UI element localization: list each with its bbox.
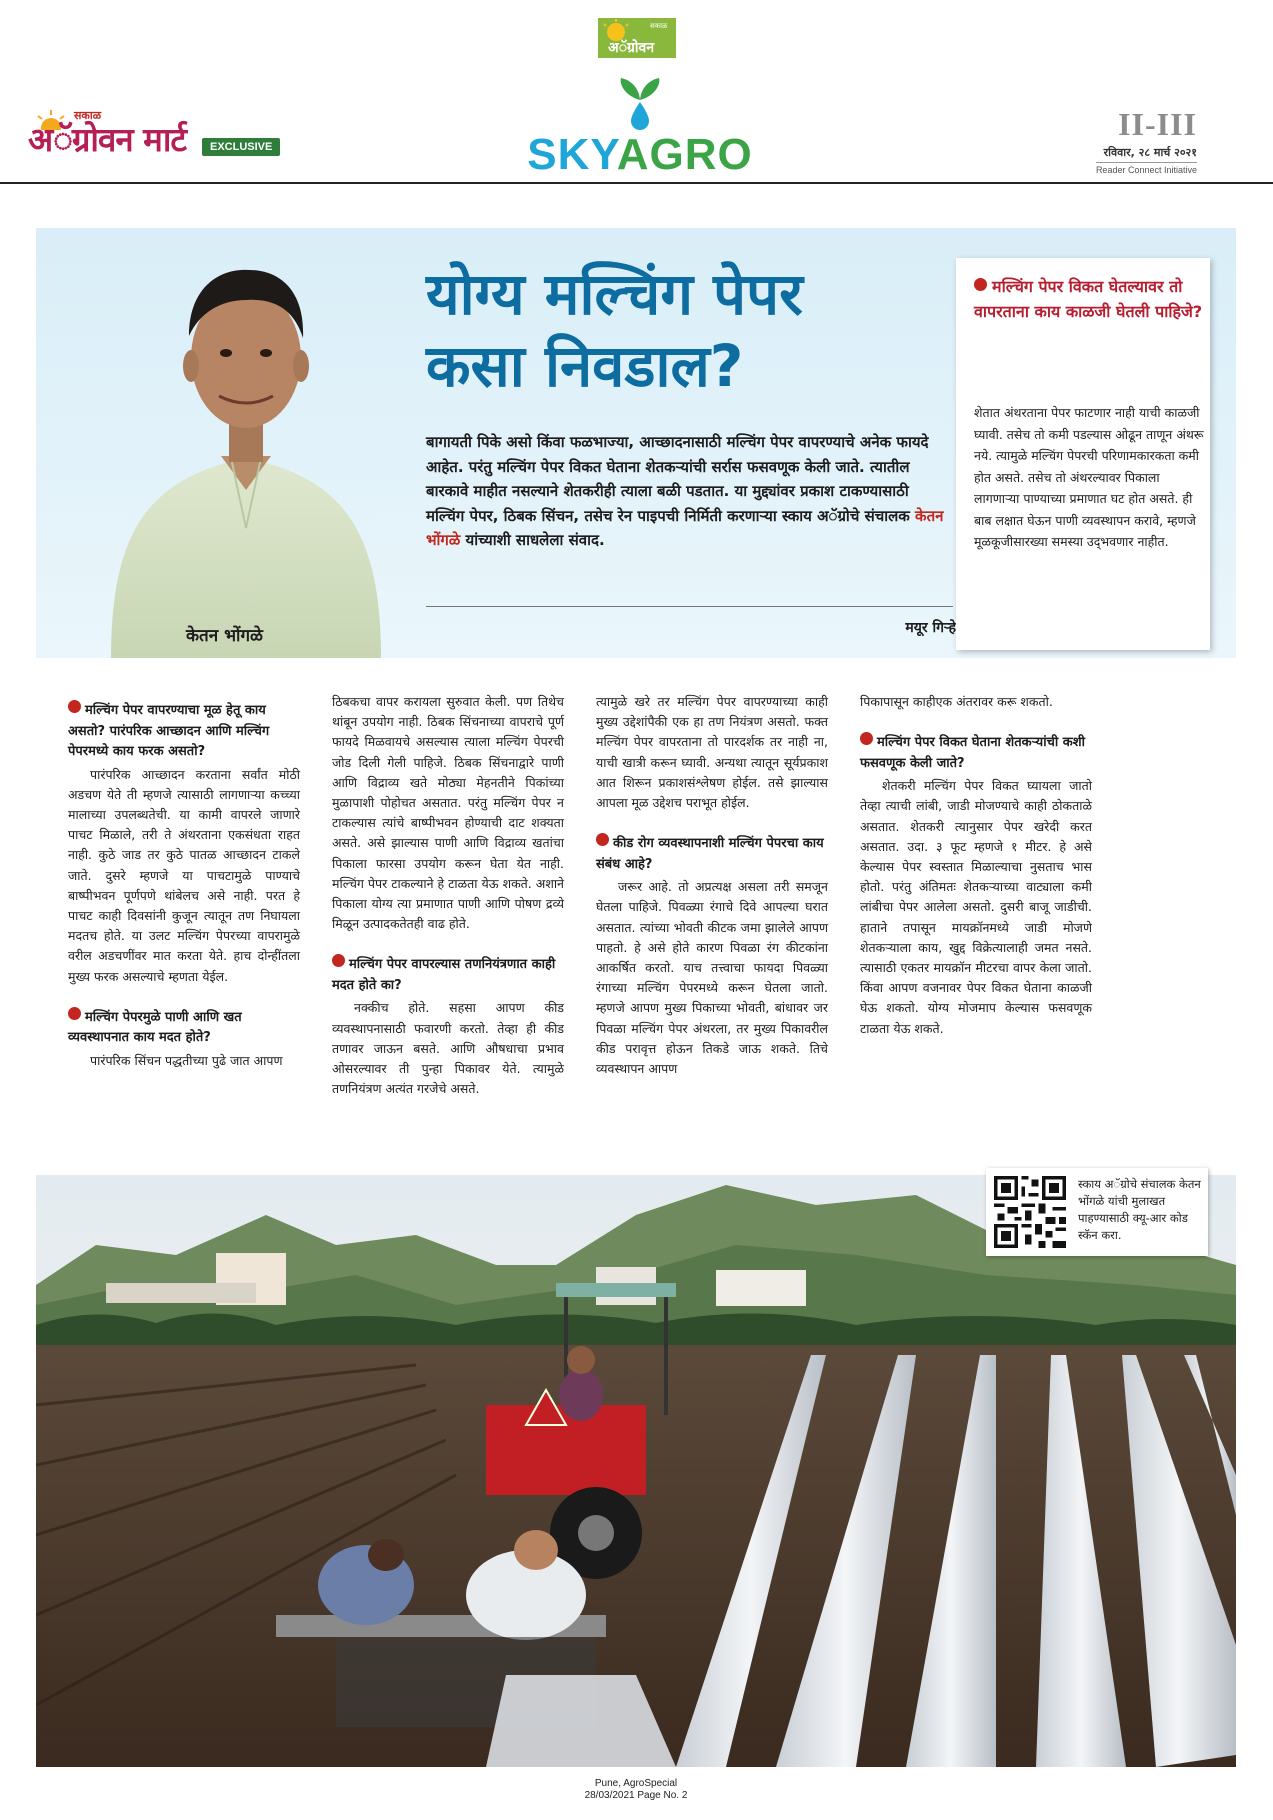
- page-footer: [536, 1778, 736, 1802]
- question-heading: मल्चिंग पेपर वापरल्यास तणनियंत्रणात काही मदत होते का?: [332, 954, 564, 996]
- page-info: [1096, 106, 1197, 175]
- portrait-photo: [81, 228, 411, 658]
- answer-paragraph: जरूर आहे. तो अप्रत्यक्ष असला तरी समजून घेतला पाहिजे. पिवळ्या रंगाचे दिवे आपल्या घरात असतात. त्यांच्या भोवती कीटक जमा झालेले आपण पाहतो. हे असे होते कारण पिवळा रंग कीटकांना आकर्षित करतो. याच तत्त्वाचा फायदा पिवळ्या रंगाच्या मल्चिंग पेपरमध्ये करून घेतला जातो. म्हणजे आपण मुख्य पिकाच्या भोवती, बांधावर जर पिवळा मल्चिंग पेपर अंथरला, तर मुख्य पिकावरील कीड परावृत्त होऊन तिकडे जाऊ शकते. तिचे व्यवस्थापन आपण: [596, 879, 828, 1077]
- page-number: II-III: [1118, 106, 1197, 142]
- footer-date-page: 28/03/2021 Page No. 2: [584, 1790, 688, 1801]
- qr-instruction-text: स्काय अॅग्रोचे संचालक केतन भोंगळे यांची मुलाखत पाहण्यासाठी क्यू-आर कोड स्कॅन करा.: [1078, 1177, 1201, 1242]
- question-bullet-icon: [332, 954, 345, 967]
- question-bullet-icon: [68, 700, 81, 713]
- qr-code-box[interactable]: [986, 1168, 1208, 1256]
- question-bullet-icon: [974, 278, 987, 291]
- intro-paragraph: [426, 430, 946, 553]
- field-photo: [36, 1175, 1236, 1767]
- intro-divider: [426, 606, 953, 607]
- headline: [426, 258, 866, 402]
- issue-date: रविवार, २८ मार्च २०२१: [1103, 146, 1197, 159]
- top-brand-small: सकाळ: [650, 22, 668, 30]
- intro-highlight-name: केतन भोंगळे: [426, 506, 944, 549]
- top-brand-text: अॅग्रोवन: [608, 40, 655, 56]
- article-column-2: [332, 692, 564, 1099]
- intro-text-end: यांच्याशी साधलेला संवाद.: [465, 531, 605, 549]
- leaf-drop-icon: [615, 78, 665, 130]
- byline: मयूर गिऱ्हे: [905, 620, 956, 636]
- question-bullet-icon: [596, 833, 609, 846]
- masthead-divider: [0, 182, 1273, 184]
- answer-paragraph: त्यामुळे खरे तर मल्चिंग पेपर वापरण्याच्या काही मुख्य उद्देशांपैकी एक हा तण नियंत्रण असतो. फक्त मल्चिंग पेपर वापरताना तो पारदर्शक तर नाही ना, याची खात्री करून घ्यावी. अन्यथा त्यातून सूर्यप्रकाश आत शिरून प्रकाशसंश्लेषण होईल. तसे झाल्यास आपला मूळ उद्देशच पराभूत होईल.: [596, 694, 828, 811]
- footer-edition: Pune, AgroSpecial: [594, 1778, 678, 1789]
- answer-paragraph: ठिबकचा वापर करायला सुरुवात केली. पण तिथेच थांबून उपयोग नाही. ठिबक सिंचनाच्या वापराचे पूर्ण फायदे मिळवायचे असल्यास त्याला मल्चिंग पेपरची जोड दिली गेली पाहिजे. ठिबक सिंचनाद्वारे पाणी आणि विद्राव्य खते मोठ्या मेहनतीने पिकांच्या मुळापाशी पोहोचत असतात. परंतु मल्चिंग पेपर न टाकल्यास त्यांचे बाष्पीभवन होण्याची दाट शक्यता असते. असे झाल्यास पाणी आणि विद्राव्य खतांचा पिकाला फारसा उपयोग करून घेता येत नाही. मल्चिंग पेपर टाकल्याने हे टाळता येऊ शकते. अशाने पिकाला योग्य त्या प्रमाणात पाणी आणि पोषण द्रव्ये मिळून उत्पादकतेतही वाढ होते.: [332, 694, 564, 932]
- exclusive-badge: EXCLUSIVE: [202, 138, 280, 156]
- skyagro-agro: AGRO: [616, 130, 753, 179]
- headline-line-1: योग्य मल्चिंग पेपर: [426, 260, 803, 328]
- headline-line-2: कसा निवडाल?: [426, 332, 744, 400]
- question-heading: कीड रोग व्यवस्थापनाशी मल्चिंग पेपरचा काय संबंध आहे?: [596, 833, 828, 875]
- agrowon-top-logo: [598, 18, 676, 58]
- portrait-caption: केतन भोंगळे: [186, 626, 263, 646]
- sidebar-qa-box: [956, 258, 1210, 650]
- question-heading: मल्चिंग पेपर वापरण्याचा मूळ हेतू काय असतो? पारंपरिक आच्छादन आणि मल्चिंग पेपरमध्ये काय फरक असतो?: [68, 700, 300, 763]
- qr-code-icon[interactable]: [994, 1176, 1066, 1248]
- brand-sakal-label: सकाळ: [74, 109, 102, 122]
- brand-name: अॅग्रोवन मार्ट: [28, 120, 187, 159]
- question-heading: मल्चिंग पेपरमुळे पाणी आणि खत व्यवस्थापनात काय मदत होते?: [68, 1007, 300, 1049]
- question-bullet-icon: [68, 1007, 81, 1020]
- article-column-4: [860, 692, 1092, 1039]
- sidebar-question: [974, 274, 1204, 324]
- answer-paragraph: पारंपरिक आच्छादन करताना सर्वांत मोठी अडचण येते ती म्हणजे त्यासाठी लागणाऱ्या कच्च्या मालाच्या उपलब्धतेची. या कामी वापरले जाणारे पाचट मिळाले, तरी ते अंथरताना एकसंधता राहत नाही. कुठे जाड तर कुठे पातळ आच्छादन टाकले जाते. दुसरे म्हणजे या पाचटामुळे पाण्याचे बाष्पीभवन पूर्णपणे थांबेलच असे नाही. परत हे पाचट काही दिवसांनी कुजून त्यातून तण निघायला मदतच होते. या उलट मल्चिंग पेपरच्या वापरामुळे वरील अडचणींवर मात करता येते. हाच दोन्हींतला मुख्य फरक असल्याचे म्हणता येईल.: [68, 766, 300, 984]
- question-heading: मल्चिंग पेपर विकत घेताना शेतकऱ्यांची कशी फसवणूक केली जाते?: [860, 732, 1092, 774]
- skyagro-logo: [520, 78, 760, 178]
- sidebar-answer: शेतात अंथरताना पेपर फाटणार नाही याची काळजी घ्यावी. तसेच तो कमी पडल्यास ओढून ताणून अंथरू नये. त्यामुळे मल्चिंग पेपरची परिणामकारकता कमी होत असते. तसेच तो अंथरल्यावर पिकाला लागणाऱ्या पाण्याच्या प्रमाणात घट होत असते. ही बाब लक्षात घेऊन पाणी व्यवस्थापन करावे, म्हणजे मूळकूजीसारख्या समस्या उद्‍भवणार नाहीत.: [974, 405, 1204, 549]
- answer-paragraph: पिकापासून काहीएक अंतरावर करू शकतो.: [860, 694, 1053, 709]
- intro-text: बागायती पिके असो किंवा फळभाज्या, आच्छादनासाठी मल्चिंग पेपर वापरण्याचे अनेक फायदे आहेत. परंतु मल्चिंग पेपर विकत घेताना शेतकऱ्यांची सर्रास फसवणूक केली जाते. त्यातील बारकावे माहीत नसल्याने शेतकरीही त्याला बळी पडतात. या मुद्द्यांवर प्रकाश टाकण्यासाठी मल्चिंग पेपर, ठिबक सिंचन, तसेच रेन पाइपची निर्मिती करणाऱ्या स्काय अॅग्रोचे संचालक: [426, 433, 929, 525]
- answer-paragraph: शेतकरी मल्चिंग पेपर विकत घ्यायला जातो तेव्हा त्याची लांबी, जाडी मोजण्याचे काही ठोकताळे असतात. शेतकरी त्यानुसार पेपर खरेदी करत असतात. उदा. ३ फूट म्हणजे १ मीटर. हे असे केल्यास पेपर स्वस्तात मिळाल्याचा नुसताच भास होतो. परंतु अंतिमतः शेतकऱ्याच्या वाट्याला कमी लांबीचा पेपर आलेला असतो. दुसरी बाजू जाडीची. हाताने तपासून मायक्रॉनमध्ये जाडी मोजणे शेतकऱ्याला काय, खुद्द विक्रेत्यालाही जमत नसते. त्यासाठी एकतर मायक्रॉन मीटरचा वापर केला जातो. किंवा आपण वजनावर पेपर विकत घेताना काळजी घेऊ शकतो. योग्य मोजमाप केल्यास फसवणूक टाळता येऊ शकते.: [860, 778, 1092, 1036]
- article-column-1: [68, 700, 300, 1071]
- sidebar-question-text: मल्चिंग पेपर विकत घेतल्यावर तो वापरताना काय काळजी घेतली पाहिजे?: [974, 277, 1203, 321]
- answer-paragraph: पारंपरिक सिंचन पद्धतीच्या पुढे जात आपण: [90, 1052, 283, 1068]
- skyagro-wordmark: [520, 130, 760, 180]
- reader-connect-label: Reader Connect Initiative: [1096, 162, 1197, 175]
- agrowon-mart-brand: [28, 108, 298, 168]
- skyagro-sky: SKY: [527, 130, 617, 179]
- answer-paragraph: नक्कीच होते. सहसा आपण कीड व्यवस्थापनासाठी फवारणी करतो. तेव्हा ही कीड तणावर जाऊन बसते. आणि औषधाचा प्रभाव ओसरल्यावर ती पुन्हा पिकावर येते. त्यामुळे तणनियंत्रण अत्यंत गरजेचे असते.: [332, 1000, 564, 1097]
- question-bullet-icon: [860, 732, 873, 745]
- article-column-3: [596, 692, 828, 1079]
